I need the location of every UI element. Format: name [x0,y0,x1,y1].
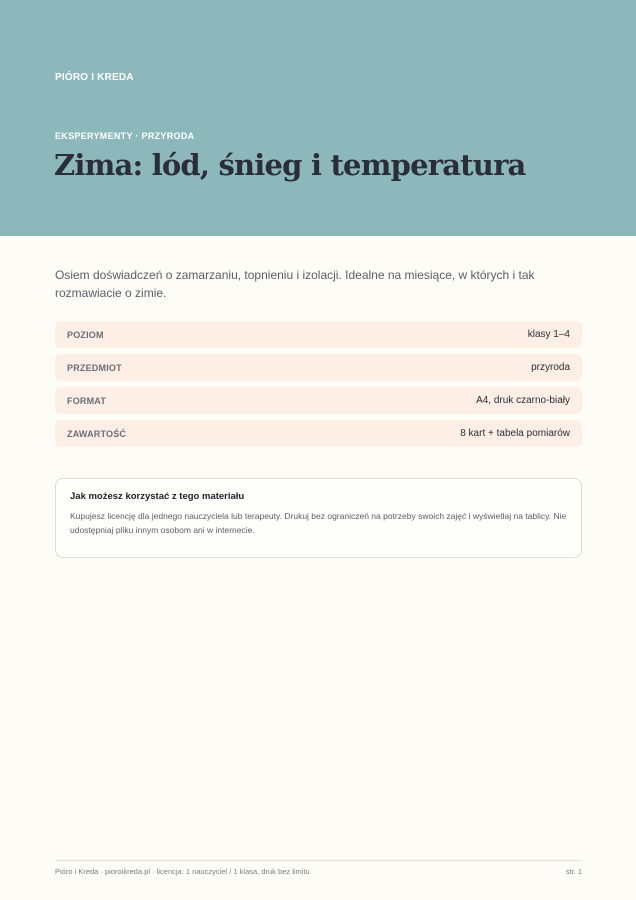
page-number: str. 1 [565,867,582,876]
meta-row-format [55,387,582,414]
brand-name: PIÓRO I KREDA [55,72,134,83]
meta-label: ZAWARTOŚĆ [67,428,127,439]
meta-row-subject [55,354,582,381]
meta-value: klasy 1–4 [527,329,570,340]
meta-row-level [55,321,582,348]
meta-label: PRZEDMIOT [67,362,122,373]
meta-row-contents [55,420,582,447]
intro-text: Osiem doświadczeń o zamarzaniu, topnieniu i izolacji. Idealne na miesiące, w których i tak rozmawiacie o zimie. [55,268,535,300]
meta-label: POZIOM [67,329,104,340]
hero-banner [0,0,636,236]
license-notice [55,478,582,558]
meta-table [55,321,582,453]
meta-value: A4, druk czarno-biały [476,395,570,406]
category-eyebrow: EKSPERYMENTY · PRZYRODA [55,131,195,141]
license-text: Kupujesz licencję dla jednego nauczyciela lub terapeuty. Drukuj bez ograniczeń na potrzeby swoich zajęć i wyświetlaj na tablicy. Nie udostępniaj pliku innym osobom ani w internecie. [70,511,567,535]
page-title: Zima: lód, śnieg i temperatura [54,148,526,182]
meta-value: przyroda [531,362,570,373]
footer-credits: Pióro i Kreda · pioroikreda.pl · licencja: 1 nauczyciel / 1 klasa, druk bez limitu [55,867,310,876]
meta-label: FORMAT [67,395,107,406]
page-footer [55,860,582,876]
meta-value: 8 kart + tabela pomiarów [460,428,570,439]
license-title: Jak możesz korzystać z tego materiału [70,491,245,502]
